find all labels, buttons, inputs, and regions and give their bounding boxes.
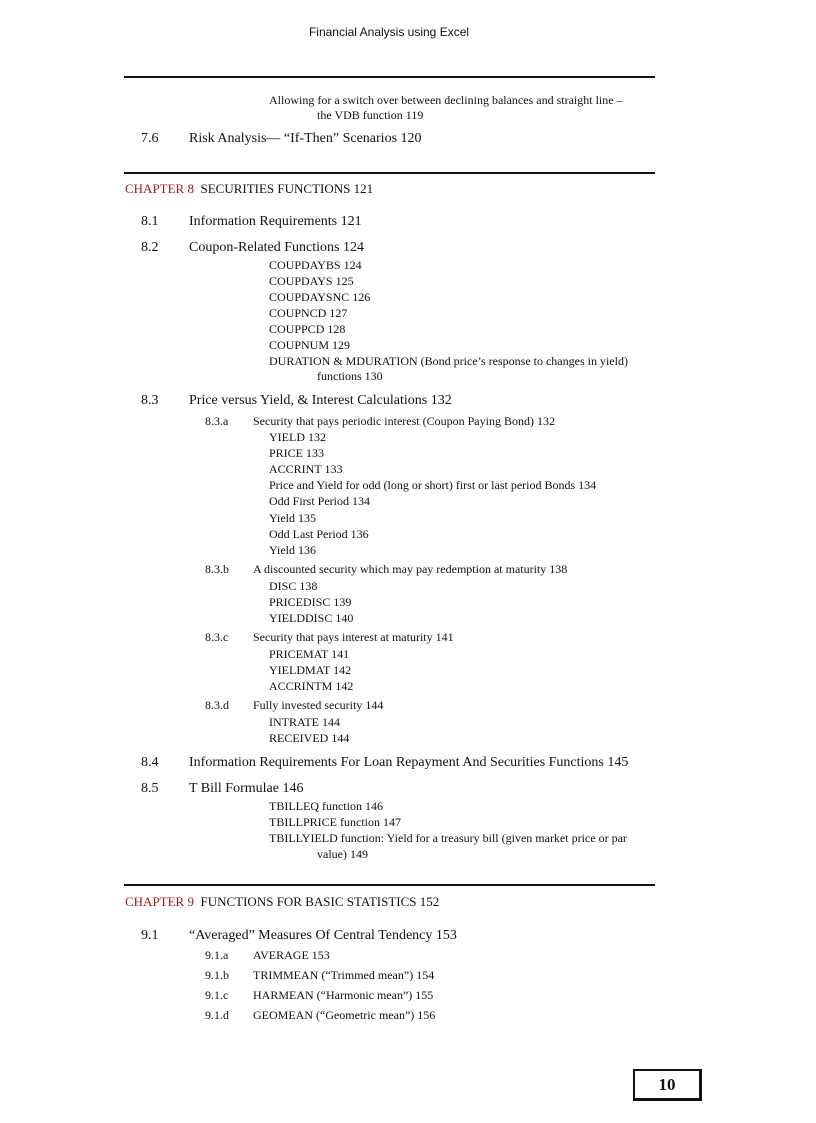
- subsection-number: 8.3.c: [205, 630, 229, 644]
- toc-item: COUPDAYS 125: [269, 274, 354, 288]
- page-number: 10: [633, 1069, 702, 1101]
- section-title: Information Requirements For Loan Repayment And Securities Functions 145: [189, 755, 629, 770]
- chapter-title: SECURITIES FUNCTIONS 121: [200, 181, 374, 196]
- toc-item: PRICEMAT 141: [269, 647, 350, 661]
- toc-item: YIELD 132: [269, 430, 326, 444]
- toc-entry-vdb: Allowing for a switch over between declining balances and straight line –: [269, 93, 623, 107]
- toc-item: PRICE 133: [269, 446, 325, 460]
- toc-item-cont: value) 149: [317, 847, 368, 861]
- subsection-number: 9.1.b: [205, 968, 229, 982]
- section-title: T Bill Formulae 146: [189, 781, 304, 796]
- subsection-number: 9.1.a: [205, 948, 229, 962]
- section-title: “Averaged” Measures Of Central Tendency 153: [189, 928, 457, 943]
- chapter-label: CHAPTER 9: [125, 894, 194, 909]
- toc-item: Odd Last Period 136: [269, 527, 369, 541]
- toc-item: TBILLEQ function 146: [269, 799, 383, 813]
- section-title: Risk Analysis— “If-Then” Scenarios 120: [189, 131, 422, 146]
- toc-item: YIELDDISC 140: [269, 611, 354, 625]
- toc-item: RECEIVED 144: [269, 731, 350, 745]
- section-title: Price versus Yield, & Interest Calculations 132: [189, 393, 452, 408]
- toc-item: TBILLPRICE function 147: [269, 815, 401, 829]
- toc-item-cont: functions 130: [317, 369, 383, 383]
- subsection-title: AVERAGE 153: [253, 948, 330, 962]
- subsection-number: 8.3.b: [205, 562, 229, 576]
- subsection-title: Security that pays periodic interest (Coupon Paying Bond) 132: [253, 414, 555, 428]
- toc-item: ACCRINT 133: [269, 462, 343, 476]
- toc-item: PRICEDISC 139: [269, 595, 352, 609]
- toc-item: Odd First Period 134: [269, 494, 371, 508]
- section-number: 8.4: [141, 755, 159, 770]
- subsection-title: Security that pays interest at maturity 141: [253, 630, 454, 644]
- toc-item: COUPPCD 128: [269, 322, 346, 336]
- toc-item: INTRATE 144: [269, 715, 340, 729]
- section-number: 8.5: [141, 781, 159, 796]
- subsection-number: 8.3.d: [205, 698, 229, 712]
- subsection-number: 9.1.d: [205, 1008, 229, 1022]
- section-title: Information Requirements 121: [189, 214, 362, 229]
- toc-item: DISC 138: [269, 579, 318, 593]
- chapter-rule: [124, 172, 655, 174]
- section-number: 8.3: [141, 393, 159, 408]
- toc-item: COUPDAYBS 124: [269, 258, 362, 272]
- chapter-label: CHAPTER 8: [125, 181, 194, 196]
- section-number: 7.6: [141, 131, 159, 146]
- subsection-title: TRIMMEAN (“Trimmed mean”) 154: [253, 968, 435, 982]
- subsection-number: 8.3.a: [205, 414, 229, 428]
- subsection-title: Fully invested security 144: [253, 698, 384, 712]
- header-rule: [124, 76, 655, 78]
- subsection-title: A discounted security which may pay redemption at maturity 138: [253, 562, 568, 576]
- chapter-heading: [125, 181, 373, 197]
- toc-item: DURATION & MDURATION (Bond price’s response to changes in yield): [269, 354, 628, 368]
- toc-item: Yield 135: [269, 511, 316, 525]
- subsection-number: 9.1.c: [205, 988, 229, 1002]
- toc-item: COUPDAYSNC 126: [269, 290, 371, 304]
- toc-item: YIELDMAT 142: [269, 663, 352, 677]
- running-header: Financial Analysis using Excel: [308, 25, 470, 39]
- toc-item: COUPNUM 129: [269, 338, 351, 352]
- toc-item: COUPNCD 127: [269, 306, 348, 320]
- toc-item: Yield 136: [269, 543, 316, 557]
- chapter-title: FUNCTIONS FOR BASIC STATISTICS 152: [200, 894, 440, 909]
- section-number: 8.2: [141, 240, 159, 255]
- subsection-title: GEOMEAN (“Geometric mean”) 156: [253, 1008, 436, 1022]
- chapter-heading: [125, 894, 439, 910]
- section-number: 8.1: [141, 214, 159, 229]
- chapter-rule: [124, 884, 655, 886]
- section-number: 9.1: [141, 928, 159, 943]
- toc-item: ACCRINTM 142: [269, 679, 354, 693]
- subsection-title: HARMEAN (“Harmonic mean”) 155: [253, 988, 434, 1002]
- toc-item: Price and Yield for odd (long or short) first or last period Bonds 134: [269, 478, 597, 492]
- toc-entry-vdb-cont: the VDB function 119: [317, 108, 424, 122]
- toc-item: TBILLYIELD function: Yield for a treasury bill (given market price or par: [269, 831, 627, 845]
- section-title: Coupon-Related Functions 124: [189, 240, 364, 255]
